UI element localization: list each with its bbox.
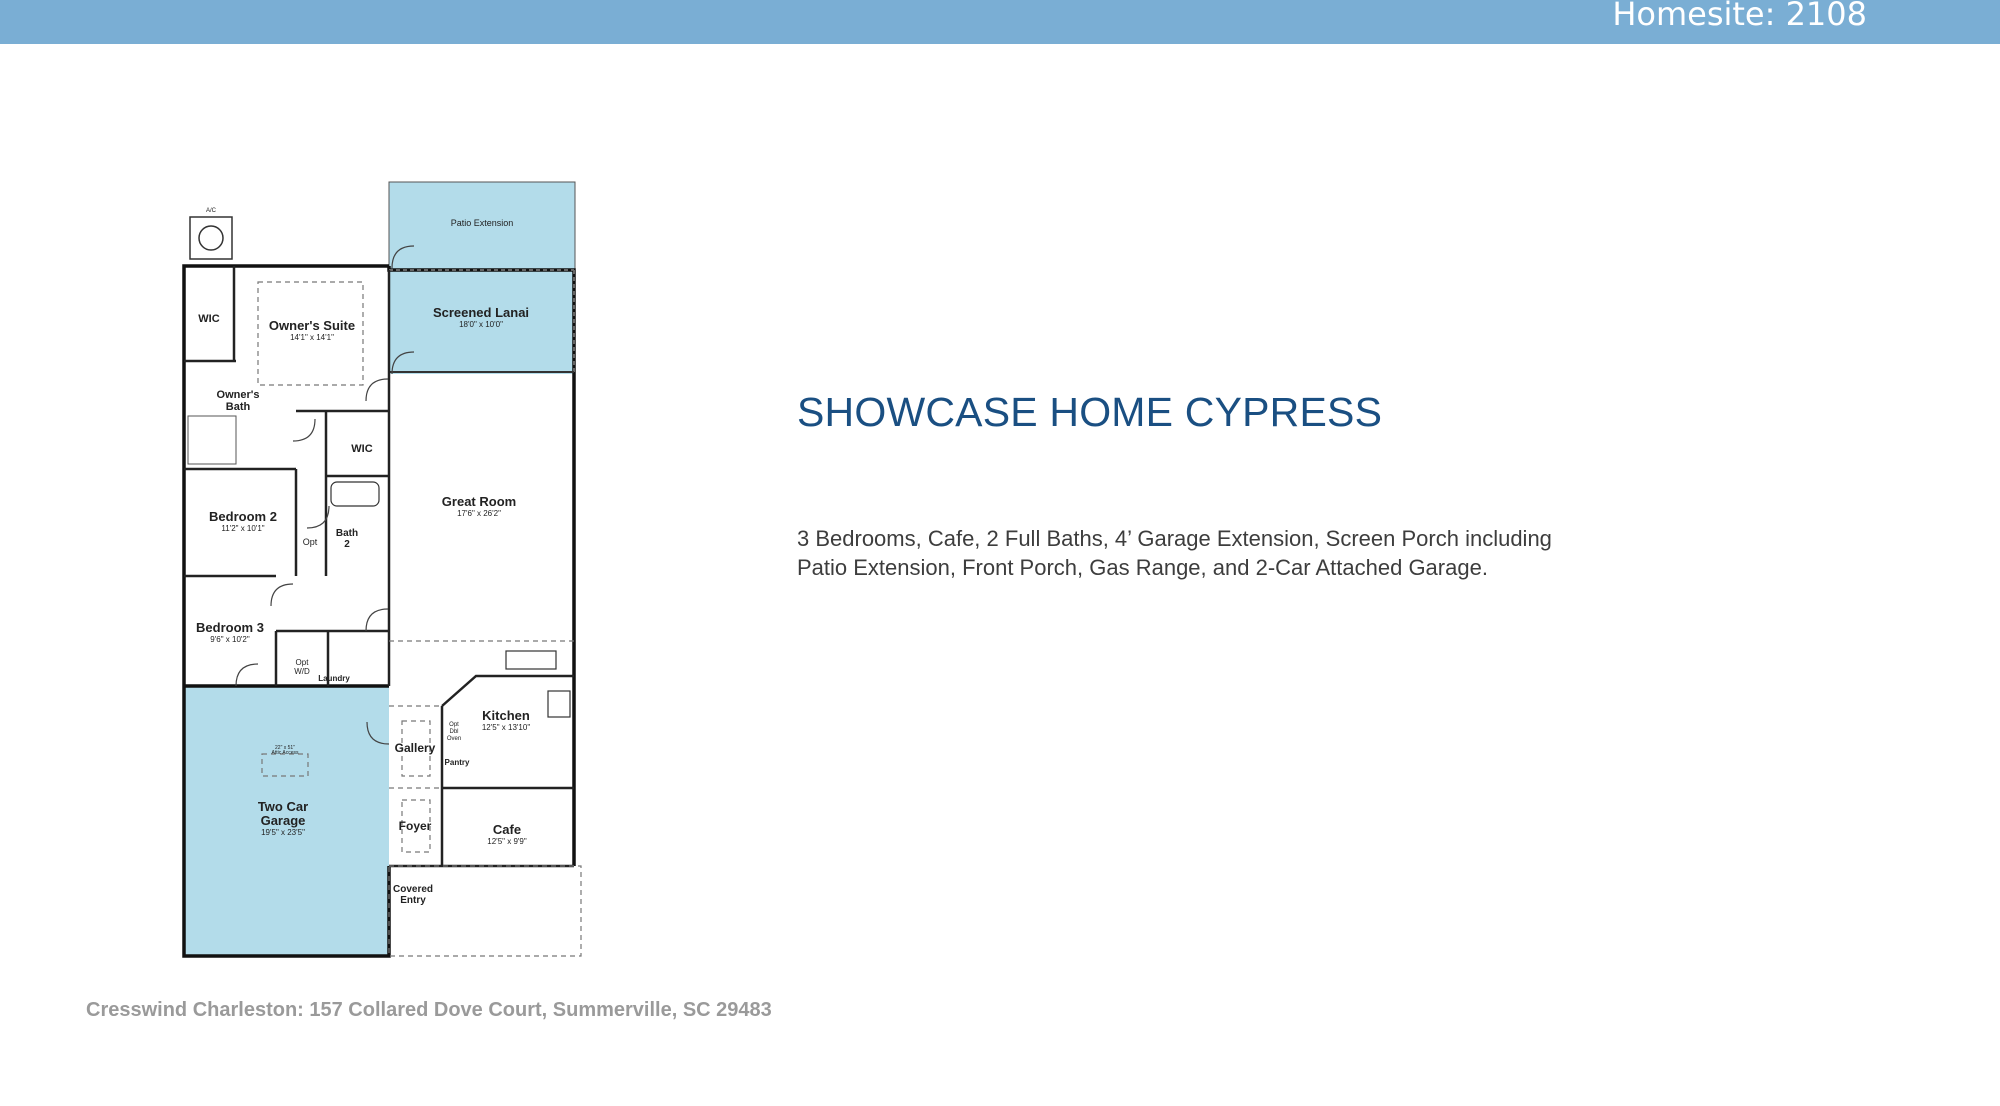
wic-2-label: WIC [351,443,373,455]
ac-label: A/C [205,208,217,214]
bath-2-label-1: Bath [335,528,359,539]
great-room-label: Great Room [441,494,517,509]
owners-suite-label: Owner's Suite [268,318,356,333]
opt-wd-label-2: W/D [294,667,310,676]
screened-lanai-label: Screened Lanai [432,305,530,320]
owners-suite-dims: 14'1" x 14'1" [290,333,334,342]
kitchen-dims: 12'5" x 13'10" [481,723,531,732]
gallery-label: Gallery [394,741,436,755]
wic-1-label: WIC [198,313,220,325]
owners-bath-label-1: Owner's [216,389,260,401]
attic-access-label-1: 22" x 51" [275,745,295,751]
floor-plan [176,176,596,966]
shower [188,416,236,464]
bathtub [331,482,379,506]
owners-bath-label-2: Bath [225,401,251,413]
listing-title: SHOWCASE HOME CYPRESS [797,389,1383,435]
great-room-dims: 17'6" x 26'2" [457,509,501,518]
covered-entry-label-2: Entry [400,895,426,906]
opt-label: Opt [302,537,318,547]
cafe-label: Cafe [492,822,522,837]
covered-entry-label-1: Covered [392,884,434,895]
kitchen-counter [506,651,556,669]
bedroom-2-dims: 11'2" x 10'1" [221,524,265,533]
header-bar [0,0,2000,44]
opt-oven-label-3: Oven [446,736,462,742]
attic-access-label-2: Attic Access [271,750,299,756]
garage-dims: 19'5" x 23'5" [261,828,305,837]
footer-address: Cresswind Charleston: 157 Collared Dove Court, Summerville, SC 29483 [86,999,772,1021]
bath-2-label-2: 2 [344,539,350,550]
listing-description: 3 Bedrooms, Cafe, 2 Full Baths, 4’ Garage Extension, Screen Porch including Patio Extension, Front Porch, Gas Range, and 2-Car Attached Garage. [797,526,1552,580]
garage-label-2: Garage [260,813,306,828]
opt-wd-label-1: Opt [295,658,309,667]
screened-lanai-dims: 18'0" x 10'0" [459,320,503,329]
ac-fan-icon [199,226,223,250]
bedroom-3-label: Bedroom 3 [196,620,264,635]
opt-oven-label-2: Dbl [449,729,459,735]
bedroom-3-dims: 9'6" x 10'2" [210,635,250,644]
ac-unit [190,217,232,259]
patio-extension-label: Patio Extension [450,218,514,228]
pantry-label: Pantry [444,758,470,767]
homesite-label: Homesite: 2108 [1612,0,1867,33]
kitchen-range [548,691,570,717]
kitchen-label: Kitchen [482,708,530,723]
bedroom-2-label: Bedroom 2 [209,509,277,524]
foyer-label: Foyer [398,819,432,833]
garage-label-1: Two Car [257,799,309,814]
opt-oven-label-1: Opt [449,722,459,728]
cafe-dims: 12'5" x 9'9" [487,837,527,846]
laundry-label: Laundry [318,674,350,683]
